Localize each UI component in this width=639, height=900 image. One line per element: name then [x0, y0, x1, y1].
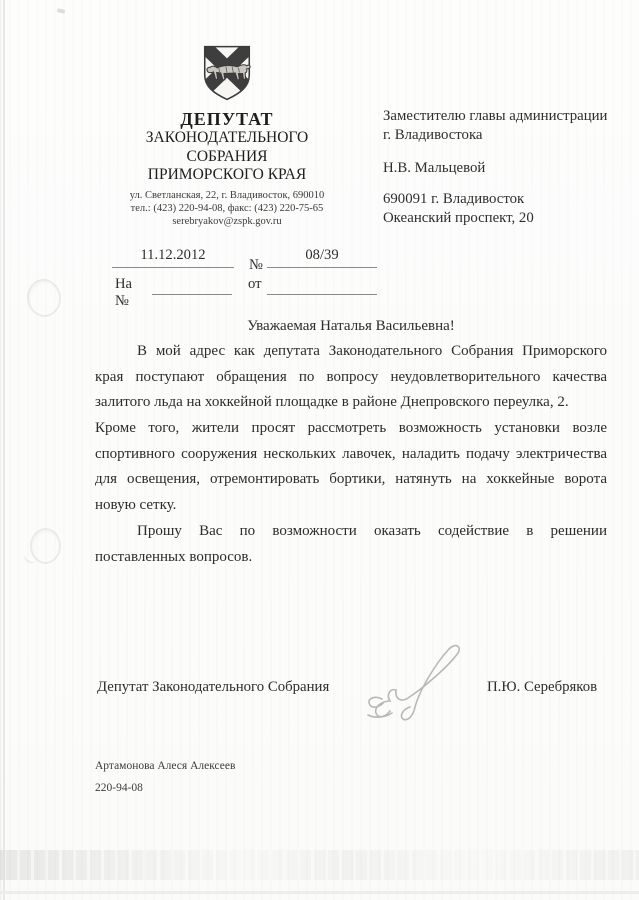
recipient-street: Океанский проспект, 20: [383, 210, 534, 226]
body-line: залитого льда на хоккейной площадке в районе Днепровского переулка, 2.: [95, 394, 569, 411]
from-date-underline: [267, 276, 377, 295]
hole-punch-mark: [25, 277, 64, 319]
body-line: новую сетку.: [95, 497, 177, 514]
letterhead-address: ул. Светланская, 22, г. Владивосток, 690010: [129, 190, 325, 201]
signer-name: П.Ю. Серебряков: [487, 679, 598, 695]
salutation: Уважаемая Наталья Васильевна!: [247, 318, 455, 334]
hole-punch-mark: [30, 528, 61, 564]
reply-to-label: На №: [115, 276, 133, 309]
scan-edge-line: [0, 0, 1, 900]
recipient-block: [383, 107, 628, 228]
recipient-postal: 690091 г. Владивосток: [383, 191, 525, 207]
scan-edge-line: [3, 0, 5, 900]
letterhead-email: serebryakov@zspk.gov.ru: [172, 215, 282, 227]
letterhead-title-line: СОБРАНИЯ: [186, 147, 268, 165]
letterhead-title-line: ПРИМОРСКОГО КРАЯ: [147, 166, 307, 183]
recipient-name: Н.В. Мальцевой: [383, 160, 486, 176]
body-line: В мой адрес как депутата Законодательного Собрания Приморского: [137, 343, 607, 359]
recipient-line: Заместителю главы администрации: [383, 108, 608, 124]
letterhead-phone-fax: тел.: (423) 220-94-08, факс: (423) 220-75-65: [130, 202, 324, 214]
letterhead-contacts: [72, 190, 382, 228]
handwritten-signature-icon: [360, 641, 482, 727]
body-line: поставленных вопросов.: [95, 548, 253, 565]
signer-position: Депутат Законодательного Собрания: [97, 679, 330, 695]
letterhead-title: [72, 110, 382, 185]
body-line: края поступают обращения по вопросу неудовлетворительного качества: [95, 368, 607, 385]
number-sign-label: №: [249, 257, 263, 273]
from-date-label: от: [248, 276, 262, 292]
reply-number-underline: [152, 276, 232, 295]
body-line: Прошу Вас по возможности оказать содействие в решении: [137, 522, 607, 539]
scan-speck: [57, 8, 66, 14]
recipient-line: г. Владивостока: [383, 127, 483, 143]
body-line: Кроме того, жители просят рассмотреть возможность установки возле: [95, 420, 607, 437]
letter-number: 08/39: [267, 247, 377, 268]
coat-of-arms-icon: [201, 44, 253, 102]
letterhead-title-line: ЗАКОНОДАТЕЛЬНОГО: [145, 129, 309, 146]
body-line: спортивного сооружения нескольких лавочек, наладить подачу электричества: [95, 445, 607, 462]
body-line: для освещения, отремонтировать бортики, натянуть на хоккейные ворота: [95, 471, 607, 488]
scan-bottom-line: [0, 891, 639, 894]
executor-block: [95, 755, 235, 799]
executor-phone: 220-94-08: [95, 782, 143, 794]
letter-date: 11.12.2012: [112, 247, 234, 268]
letterhead-title-line: ДЕПУТАТ: [180, 109, 274, 129]
scan-noise-band: [0, 850, 639, 880]
letter-body: [95, 313, 607, 570]
executor-name: Артамонова Алеся Алексеев: [95, 760, 236, 772]
